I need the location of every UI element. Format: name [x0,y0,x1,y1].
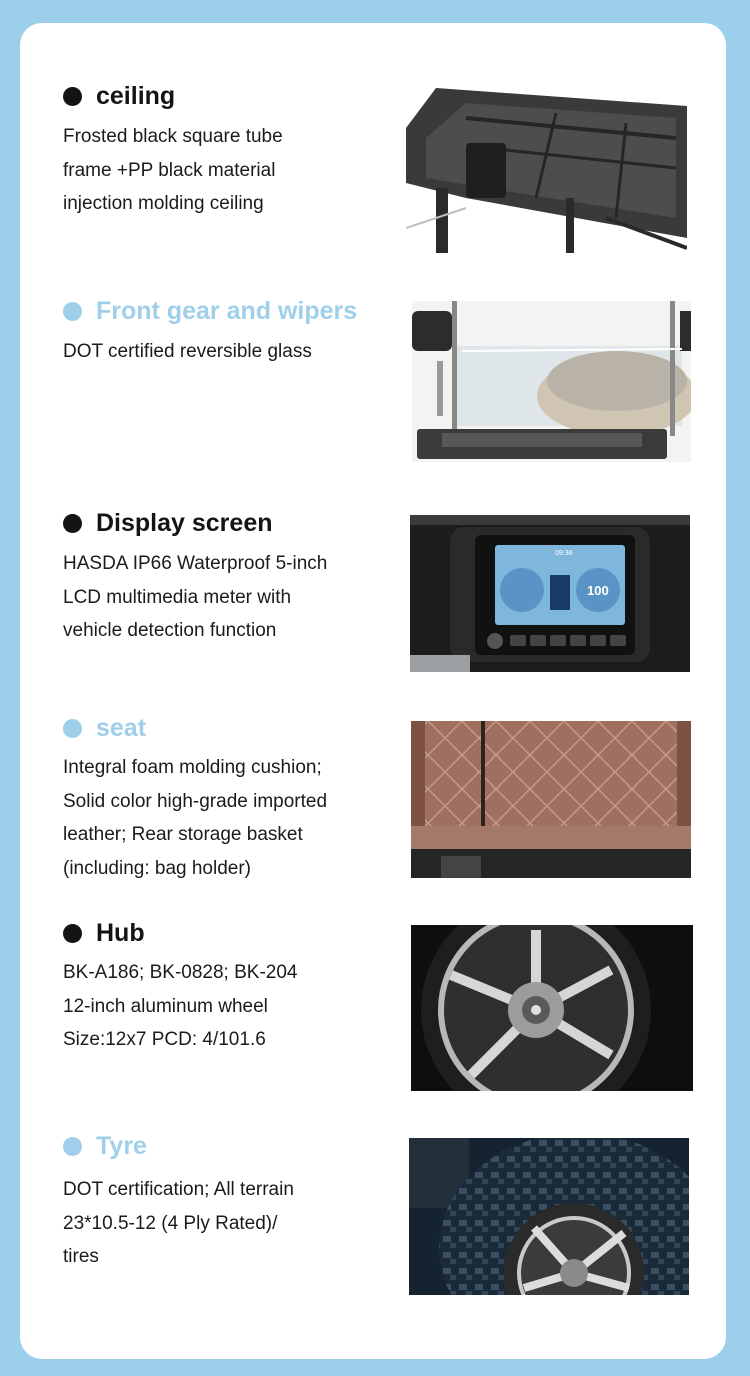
description-line: vehicle detection function [63,620,277,641]
bullet-icon [63,924,82,943]
description-line: 12-inch aluminum wheel [63,995,268,1017]
section-title [63,296,357,326]
section-description [63,120,283,221]
description-line: injection molding ceiling [63,193,264,214]
section-title-text: Display screen [96,509,273,537]
section-title-text: Front gear and wipers [96,297,358,325]
bullet-icon [63,1137,82,1156]
description-line: Integral foam molding cushion; [63,757,322,778]
screen-speed: 100 [587,583,609,598]
section-description [63,335,312,369]
description-line: Solid color high-grade imported [63,790,328,812]
section-title [63,1131,147,1161]
description-line: LCD multimedia meter with [63,586,292,608]
description-line: DOT certification; All terrain [63,1179,294,1200]
bullet-icon [63,87,82,106]
description-line: tires [63,1246,99,1267]
section-title [63,918,145,948]
windshield-photo [412,301,691,462]
description-line: DOT certified reversible glass [63,341,312,362]
section-title [63,713,146,743]
section-title-text: ceiling [96,82,176,110]
lcd-display-photo [410,515,690,672]
description-line: HASDA IP66 Waterproof 5-inch [63,553,328,574]
bullet-icon [63,514,82,533]
aluminum-wheel-photo [411,925,693,1091]
section-description [63,956,297,1057]
description-line: leather; Rear storage basket [63,824,303,845]
section-title-text: Tyre [96,1132,147,1160]
golf-cart-roof-photo [406,88,687,253]
section-description [63,751,327,885]
description-line: (including: bag holder) [63,857,252,879]
screen-time: 09:38 [555,550,573,557]
section-title [63,508,273,538]
section-description [63,547,327,648]
section-title-text: Hub [96,919,145,947]
section-title-text: seat [96,714,147,742]
bullet-icon [63,302,82,321]
leather-seat-photo [411,721,691,878]
description-line: Frosted black square tube [63,126,283,147]
bullet-icon [63,719,82,738]
section-description [63,1173,294,1274]
description-line: BK-A186; BK-0828; BK-204 [63,962,298,983]
description-line: frame +PP black material [63,159,276,181]
description-line: 23*10.5-12 (4 Ply Rated)/ [63,1212,278,1234]
all-terrain-tire-photo [409,1138,689,1295]
description-line: Size:12x7 PCD: 4/101.6 [63,1029,266,1050]
section-title [63,81,175,111]
feature-card [20,23,726,1359]
